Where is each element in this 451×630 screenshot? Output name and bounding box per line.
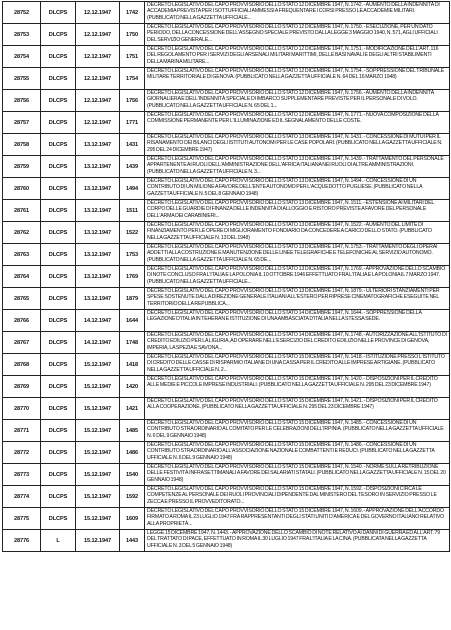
act-date: 13.12.1947 [76, 266, 120, 288]
act-description-cell [145, 530, 450, 552]
record-id: 28753 [3, 24, 41, 46]
act-type: DLCPS [41, 376, 76, 398]
act-date: 12.12.1947 [76, 46, 120, 68]
legislation-register-table [2, 1, 450, 552]
act-number: 1750 [120, 24, 145, 46]
act-type: DLCPS [41, 244, 76, 266]
act-number: 1420 [120, 376, 145, 398]
record-id: 28761 [3, 200, 41, 222]
table-row [3, 178, 450, 200]
act-description-cell [145, 68, 450, 90]
act-type: DLCPS [41, 24, 76, 46]
record-id: 28754 [3, 46, 41, 68]
act-description-cell [145, 134, 450, 156]
act-description: LEGGE 15 DICEMBRE 1947, N. 1443. - APPROVAZIONE DELLO SCAMBIO DI NOTE RELATIVO AI DANNI DI GUERRA ED ALL'ART. 79 DEL TRATTATO DI PACE, EFFETTUATO IN ROMA IL 30 LUGLIO 1947 FRA L'ITALIA E LA CINA. (PUBBLICATA NELLA GAZZETTA UFFICIALE N. 3 DEL 5 GENNAIO 1948) [147, 530, 440, 549]
act-description-cell [145, 156, 450, 178]
table-row [3, 486, 450, 508]
act-number: 1421 [120, 398, 145, 420]
act-description: DECRETO LEGISLATIVO DEL CAPO PROVVISORIO DELLO STATO 12 DICEMBRE 1947, N. 1751. - MODIFICAZIONE DELL'ART. 116 DEL REGOLAMENTO PER I SERVIZI DEGLI ARSENALI MILITARI MARITTIMI, DELLE BASI NAVALI E DEGLI ALTRI STABILIMENTI DELLA MARINA MILITARE... [147, 46, 439, 65]
act-type: DLCPS [41, 46, 76, 68]
act-description: DECRETO LEGISLATIVO DEL CAPO PROVVISORIO DELLO STATO 13 DICEMBRE 1947, N. 1494. - CONCESSIONE DI UN CONTRIBUTO DI UN MILIONE A FAVORE DELL'ENTE AUTONOMO PER L'ACQUEDOTTO PUGLIESE. (PUBBLICATO NELLA GAZZETTA UFFICIALE N. 5 DEL 8 GENNAIO 1948) [147, 178, 423, 197]
act-date: 13.12.1947 [76, 244, 120, 266]
record-id: 28771 [3, 420, 41, 442]
act-date: 13.12.1947 [76, 134, 120, 156]
record-id: 28770 [3, 398, 41, 420]
record-id: 28769 [3, 376, 41, 398]
act-description-cell [145, 376, 450, 398]
table-row [3, 354, 450, 376]
act-date: 15.12.1947 [76, 464, 120, 486]
act-description-cell [145, 354, 450, 376]
act-description-cell [145, 178, 450, 200]
act-number: 1769 [120, 266, 145, 288]
record-id: 28776 [3, 530, 41, 552]
record-id: 28760 [3, 178, 41, 200]
act-date: 15.12.1947 [76, 530, 120, 552]
act-type: DLCPS [41, 266, 76, 288]
table-row [3, 442, 450, 464]
act-number: 1771 [120, 112, 145, 134]
act-number: 1443 [120, 530, 145, 552]
table-row [3, 310, 450, 332]
register-rows [3, 2, 450, 552]
table-row [3, 112, 450, 134]
act-number: 1592 [120, 486, 145, 508]
act-description: DECRETO LEGISLATIVO DEL CAPO PROVVISORIO DELLO STATO 13 DICEMBRE 1947, N. 1753. - TRATTAMENTO DEGLI OPERAI ADDETTI ALLA COSTRUZIONE E MANUTENZIONE DELLE LINEE TELEGRAFICHE E TELEFONICHE AL SERVIZIO AUTONOMO. (PUBBLICATO NELLA GAZZETTA UFFICIALE N. 65 DE... [147, 244, 438, 263]
act-type: L [41, 530, 76, 552]
act-number: 1754 [120, 68, 145, 90]
act-description-cell [145, 222, 450, 244]
act-type: DLCPS [41, 90, 76, 112]
act-description: DECRETO LEGISLATIVO DEL CAPO PROVVISORIO DELLO STATO 14 DICEMBRE 1947, N. 1748. - AUTORIZZAZIONE ALL'ISTITUTO DI CREDITO EDILIZIO PER LA LIGURIA, AD OPERARE NELL'ESERCIZIO DEL CREDITO EDILIZIO NELLE PROVINCE DI GENOVA, IMPERIA, LA SPEZIA E SAVONA... [147, 332, 447, 351]
act-type: DLCPS [41, 508, 76, 530]
act-description: DECRETO LEGISLATIVO DEL CAPO PROVVISORIO DELLO STATO 12 DICEMBRE 1947, N. 1754. - SOPPRESSIONE DEL TRIBUNALE MILITARE TERRITORIALE DI GENOVA. (PUBBLICATO NELLA GAZZETTA UFFICIALE N. 64 DEL 16 MARZO 1948) [147, 68, 445, 81]
act-type: DLCPS [41, 486, 76, 508]
act-date: 12.12.1947 [76, 112, 120, 134]
act-date: 15.12.1947 [76, 420, 120, 442]
act-number: 1522 [120, 222, 145, 244]
table-row [3, 530, 450, 552]
act-number: 1756 [120, 90, 145, 112]
table-row [3, 464, 450, 486]
table-row [3, 68, 450, 90]
act-description-cell [145, 90, 450, 112]
act-description: DECRETO LEGISLATIVO DEL CAPO PROVVISORIO DELLO STATO 15 DICEMBRE 1947, N. 1592. - DISPOSIZIONI CIRCA LE COMPETENZE AL PERSONALE DEI RUOLI PROVINCIALI DIPENDENTE DAL MINISTERO DEL TESORO IN SERVIZIO PRESSO LE ZECCA E PRESSO IL PROVVEDITORATO... [147, 486, 437, 505]
act-description: DECRETO LEGISLATIVO DEL CAPO PROVVISORIO DELLO STATO 12 DICEMBRE 1947, N. 1750. - ESECUZIONE, PER UN DATO PERIODO, DELLA CONCESSIONE DELL'ASSEGNO SPECIALE PREVISTO DALLA LEGGE 3 MAGGIO 1940, N. 571, AGLI UFFICIALI DEL SERVIZIO GENERALE... [147, 24, 438, 43]
table-row [3, 266, 450, 288]
act-date: 12.12.1947 [76, 90, 120, 112]
act-description-cell [145, 24, 450, 46]
record-id: 28774 [3, 486, 41, 508]
record-id: 28768 [3, 354, 41, 376]
act-description: DECRETO LEGISLATIVO DEL CAPO PROVVISORIO DELLO STATO 15 DICEMBRE 1947, N. 1540. - NORME SULLA RETRIBUZIONE DELLE FESTIVITÀ INFRASETTIMANALI A FAVORE DEI SALARIATI STATALI. (PUBBLICATO NELLA GAZZETTA UFFICIALE N. 15 DEL 20 GENNAIO 1948) [147, 464, 446, 483]
record-id: 28752 [3, 2, 41, 24]
record-id: 28758 [3, 134, 41, 156]
table-row [3, 134, 450, 156]
act-description: DECRETO LEGISLATIVO DEL CAPO PROVVISORIO DELLO STATO 12 DICEMBRE 1947, N. 1742. - AUMENTO DELLA INDENNITÀ DI ACCADEMIA PREVISTA PER I SOTTUFFICIALI AMMESSI A FREQUENTARE I CORSI PRESSO LE ACCADEMIE MILITARI. (PUBBLICATO NELLA GAZZETTA UFFICIALE... [147, 2, 440, 21]
act-description: DECRETO LEGISLATIVO DEL CAPO PROVVISORIO DELLO STATO 12 DICEMBRE 1947, N. 1756. - AUMENTO DELLA INDENNITÀ GIORNALIERA E DELL'INDENNITÀ SPECIALE DI IMBARCO SUPPLEMENTARE PREVISTE PER IL PERSONALE DI VOLO. (PUBBLICATO NELLA GAZZETTA UFFICIALE N. 65 DEL 1... [147, 90, 435, 109]
act-description: DECRETO LEGISLATIVO DEL CAPO PROVVISORIO DELLO STATO 13 DICEMBRE 1947, N. 1879. - ULTERIORI STANZIAMENTI PER SPESE SOSTENUTE DALLA DIREZIONE GENERALE ITALIANI ALL'ESTERO PER RIPRESE CINEMATOGRAFICHE ESEGUITE NEL TERRITORIO DELLA REPUBBLICA... [147, 288, 440, 307]
record-id: 28766 [3, 310, 41, 332]
act-description: DECRETO LEGISLATIVO DEL CAPO PROVVISORIO DELLO STATO 13 DICEMBRE 1947, N. 1439. - TRATTAMENTO DEL PERSONALE APPARTENENTE AI RUOLI DELL'AMMINISTRAZIONE DELL'AFRICA ITALIANA NEI RUOLI DI ALTRE AMMINISTRAZIONI. (PUBBLICATO NELLA GAZZETTA UFFICIALE N. 3... [147, 156, 444, 175]
act-number: 1486 [120, 442, 145, 464]
act-description-cell [145, 508, 450, 530]
table-row [3, 200, 450, 222]
act-number: 1439 [120, 156, 145, 178]
act-description-cell [145, 200, 450, 222]
table-row [3, 420, 450, 442]
act-number: 1742 [120, 2, 145, 24]
act-description-cell [145, 266, 450, 288]
act-date: 12.12.1947 [76, 2, 120, 24]
table-row [3, 376, 450, 398]
act-number: 1540 [120, 464, 145, 486]
act-description-cell [145, 288, 450, 310]
act-description-cell [145, 244, 450, 266]
act-type: DLCPS [41, 134, 76, 156]
table-row [3, 24, 450, 46]
act-description-cell [145, 2, 450, 24]
act-type: DLCPS [41, 464, 76, 486]
record-id: 28759 [3, 156, 41, 178]
act-description: DECRETO LEGISLATIVO DEL CAPO PROVVISORIO DELLO STATO 13 DICEMBRE 1947, N. 1522. - AUMENTO DEL LIMITE DI FINANZIAMENTO PER LE OPERE DI MIGLIORAMENTO FONDIARIO DA CONCEDERE A CARICO DELLO STATO. (PUBBLICATO NELLA GAZZETTA UFFICIALE N. 13 DEL 1948) [147, 222, 432, 241]
record-id: 28762 [3, 222, 41, 244]
act-description-cell [145, 486, 450, 508]
act-description-cell [145, 420, 450, 442]
record-id: 28765 [3, 288, 41, 310]
act-number: 1511 [120, 200, 145, 222]
act-type: DLCPS [41, 310, 76, 332]
act-number: 1485 [120, 420, 145, 442]
act-type: DLCPS [41, 112, 76, 134]
record-id: 28764 [3, 266, 41, 288]
act-type: DLCPS [41, 68, 76, 90]
record-id: 28755 [3, 68, 41, 90]
act-description: DECRETO LEGISLATIVO DEL CAPO PROVVISORIO DELLO STATO 15 DICEMBRE 1947, N. 1485. - CONCESSIONE DI UN CONTRIBUTO STRAORDINARIO AL COMITATO PER LE CELEBRAZIONI DELL'IRPINIA. (PUBBLICATO NELLA GAZZETTA UFFICIALE N. 6 DEL 9 GENNAIO 1948) [147, 420, 444, 439]
act-description: DECRETO LEGISLATIVO DEL CAPO PROVVISORIO DELLO STATO 15 DICEMBRE 1947, N. 1420. - DISPOSIZIONI PER IL CREDITO ALLE MEDIE E PICCOLE IMPRESE INDUSTRIALI. (PUBBLICATO NELLA GAZZETTA UFFICIALE N. 295 DEL 23 DICEMBRE 1947) [147, 376, 438, 389]
table-row [3, 46, 450, 68]
record-id: 28772 [3, 442, 41, 464]
act-date: 12.12.1947 [76, 24, 120, 46]
table-row [3, 398, 450, 420]
act-number: 1431 [120, 134, 145, 156]
act-date: 13.12.1947 [76, 200, 120, 222]
act-number: 1753 [120, 244, 145, 266]
act-description-cell [145, 112, 450, 134]
act-type: DLCPS [41, 420, 76, 442]
act-description-cell [145, 464, 450, 486]
act-description: DECRETO LEGISLATIVO DEL CAPO PROVVISORIO DELLO STATO 15 DICEMBRE 1947, N. 1486. - CONCESSIONE DI UN CONTRIBUTO STRAORDINARIO ALL'ASSOCIAZIONE NAZIONALE COMBATTENTI E REDUCI. (PUBBLICATO NELLA GAZZETTA UFFICIALE N. 6 DEL 9 GENNAIO 1948) [147, 442, 435, 461]
table-row [3, 244, 450, 266]
act-date: 15.12.1947 [76, 508, 120, 530]
record-id: 28767 [3, 332, 41, 354]
act-description-cell [145, 46, 450, 68]
act-type: DLCPS [41, 288, 76, 310]
act-description: DECRETO LEGISLATIVO DEL CAPO PROVVISORIO DELLO STATO 15 DICEMBRE 1947, N. 1418. - ISTITUZIONE PRESSO L'ISTITUTO DI CREDITO DELLE CASSE DI RISPARMIO ITALIANE DI UNA CASSA PER IL CREDITO ALLE IMPRESE ARTIGIANE. (PUBBLICATO NELLA GAZZETTA UFFICIALE N. 2... [147, 354, 445, 373]
act-date: 15.12.1947 [76, 486, 120, 508]
act-type: DLCPS [41, 332, 76, 354]
act-date: 13.12.1947 [76, 222, 120, 244]
act-description: DECRETO LEGISLATIVO DEL CAPO PROVVISORIO DELLO STATO 13 DICEMBRE 1947, N. 1511. - ESTENSIONE AI MILITARI DEL CORPO DELLE GUARDIE DI FINANZA DELLE INDENNITÀ DI ALLOGGIO E RISTORO PREVISTE A FAVORE DEL PERSONALE DELL'ARMA DEI CARABINIERI... [147, 200, 434, 219]
act-description-cell [145, 442, 450, 464]
act-date: 15.12.1947 [76, 442, 120, 464]
act-date: 15.12.1947 [76, 376, 120, 398]
act-date: 15.12.1947 [76, 398, 120, 420]
act-description: DECRETO LEGISLATIVO DEL CAPO PROVVISORIO DELLO STATO 13 DICEMBRE 1947, N. 1769. - APPROVAZIONE DELLO SCAMBIO DI NOTE CONCLUSO FRA L'ITALIA E LA POLONIA IL 10 OTTOBRE 1946 EFFETTUATO FRA L'ITALIA E LA POLONIA IL 7 MARZO 1947. (PUBBLICATO NELLA GAZZETTA UFFICIALE... [147, 266, 446, 285]
table-row [3, 90, 450, 112]
act-date: 13.12.1947 [76, 156, 120, 178]
act-description-cell [145, 332, 450, 354]
record-id: 28773 [3, 464, 41, 486]
act-number: 1644 [120, 310, 145, 332]
act-date: 13.12.1947 [76, 288, 120, 310]
act-number: 1879 [120, 288, 145, 310]
table-row [3, 156, 450, 178]
act-type: DLCPS [41, 398, 76, 420]
record-id: 28757 [3, 112, 41, 134]
act-number: 1748 [120, 332, 145, 354]
act-description: DECRETO LEGISLATIVO DEL CAPO PROVVISORIO DELLO STATO 14 DICEMBRE 1947, N. 1644. - SOPPRESSIONE DELLA LEGAZIONE D'ITALIA IN TEHERAN E ISTITUZIONE DI UNA AMBASCIATA D'ITALIA NELLA STESSA SEDE. [147, 310, 422, 323]
act-number: 1751 [120, 46, 145, 68]
act-description: DECRETO LEGISLATIVO DEL CAPO PROVVISORIO DELLO STATO 15 DICEMBRE 1947, N. 1609. - APPROVAZIONE DELL'ACCORDO FIRMATO A ROMA IL 23 LUGLIO 1947 FRA RAPPRESENTANTI DEGLI STATI UNITI D'AMERICA E DEL GOVERNO ITALIANO RELATIVO ALLA PROPRIETÀ... [147, 508, 445, 527]
act-number: 1418 [120, 354, 145, 376]
act-number: 1494 [120, 178, 145, 200]
record-id: 28775 [3, 508, 41, 530]
act-description-cell [145, 310, 450, 332]
act-date: 13.12.1947 [76, 178, 120, 200]
act-description: DECRETO LEGISLATIVO DEL CAPO PROVVISORIO DELLO STATO 13 DICEMBRE 1947, N. 1431. - CONCESSIONE DI MUTUI PER IL RISANAMENTO DEI BILANCI DEGLI ISTITUTI AUTONOMI PER LE CASE POPOLARI. (PUBBLICATO NELLA GAZZETTA UFFICIALE N. 295 DEL 24 DICEMBRE 1947) [147, 134, 443, 153]
act-number: 1609 [120, 508, 145, 530]
act-date: 12.12.1947 [76, 68, 120, 90]
act-type: DLCPS [41, 200, 76, 222]
table-row [3, 2, 450, 24]
act-type: DLCPS [41, 156, 76, 178]
act-description-cell [145, 398, 450, 420]
act-type: DLCPS [41, 222, 76, 244]
act-type: DLCPS [41, 2, 76, 24]
act-type: DLCPS [41, 178, 76, 200]
table-row [3, 332, 450, 354]
table-row [3, 508, 450, 530]
act-date: 14.12.1947 [76, 332, 120, 354]
table-row [3, 288, 450, 310]
table-row [3, 222, 450, 244]
act-type: DLCPS [41, 442, 76, 464]
act-description: DECRETO LEGISLATIVO DEL CAPO PROVVISORIO DELLO STATO 15 DICEMBRE 1947, N. 1421. - DISPOSIZIONI PER IL CREDITO ALLA COOPERAZIONE. (PUBBLICATO NELLA GAZZETTA UFFICIALE N. 295 DEL 23 DICEMBRE 1947) [147, 398, 438, 411]
act-date: 15.12.1947 [76, 354, 120, 376]
record-id: 28756 [3, 90, 41, 112]
act-description: DECRETO LEGISLATIVO DEL CAPO PROVVISORIO DELLO STATO 12 DICEMBRE 1947, N. 1771. - NUOVA COMPOSIZIONE DELLA COMMISSIONE PERMANENTE PER L'ILLUMINAZIONE ED IL SEGNALAMENTO DELLE COSTE. [147, 112, 439, 125]
act-type: DLCPS [41, 354, 76, 376]
record-id: 28763 [3, 244, 41, 266]
act-date: 14.12.1947 [76, 310, 120, 332]
